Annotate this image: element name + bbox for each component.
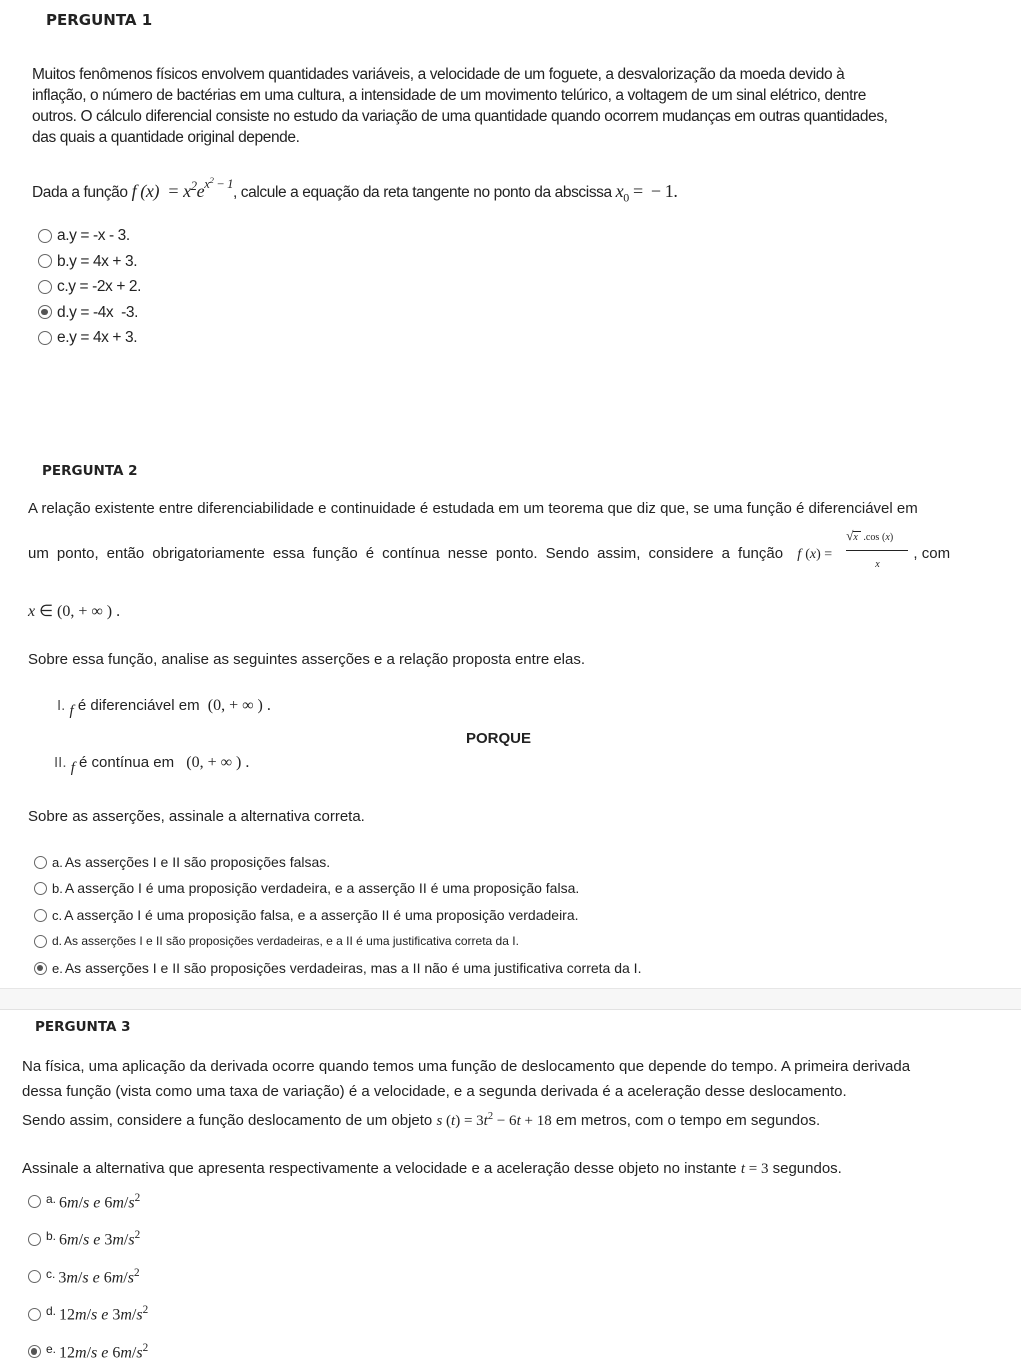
option-letter: e. [46,1341,57,1356]
abscissa-formula: $x_0$ = − 1. [615,181,678,205]
option-letter: b. [57,252,70,270]
option-letter: d. [52,934,63,949]
line-suffix: , com [913,545,951,562]
option-letter: c. [57,278,69,296]
option-c[interactable] [34,902,641,929]
option-text: y = 4x + 3. [69,252,138,270]
option-answer: 6m/s e $3m/s^2$ [59,1229,141,1249]
assertion-text: é contínua em [79,754,175,771]
radio-button[interactable] [34,909,47,922]
radio-button[interactable] [38,254,52,268]
question-2-line-5: Sobre as asserções, assinale a alternativa correta. [28,808,365,825]
option-answer: 6m/s e $6m/s^2$ [59,1191,141,1211]
option-answer: 3m/s e $6m/s^2$ [58,1266,140,1286]
assertion-number: I. [57,697,66,714]
question-3-line-1: Na física, uma aplicação da derivada ocorre quando temos uma função de deslocamento que depende do tempo. A primeira derivada [22,1058,911,1075]
acceleration-value: 3 [112,1306,121,1324]
radio-button-selected[interactable] [34,962,47,975]
porque-label: PORQUE [466,730,532,747]
option-c[interactable] [28,1258,148,1296]
option-b[interactable] [34,876,641,903]
velocity-value: 3 [58,1268,67,1286]
question-1-heading: PERGUNTA 1 [46,11,153,29]
paragraph-line: inflação, o número de bactérias em uma cultura, a intensidade de um movimento telúrico, a voltagem de um sinal elétrico, dentre [32,87,867,104]
option-d[interactable] [28,1296,148,1334]
section-separator [0,988,1021,1010]
option-answer: 12m/s e $3m/s^2$ [59,1304,149,1324]
question-2-options [34,849,641,982]
acceleration-value: 6 [104,1193,113,1211]
option-text: y = -2x + 2. [68,278,142,296]
line-text: Sendo assim, considere a função deslocamento de um objeto [22,1112,433,1129]
option-a[interactable] [34,849,641,876]
option-a[interactable] [38,223,141,249]
displacement-formula: s $(t) = 3t^2 - 6t + 18$ [436,1111,552,1129]
option-a[interactable] [28,1183,148,1221]
option-answer: 12m/s e $6m/s^2$ [59,1341,149,1361]
velocity-value: 6 [59,1231,68,1249]
option-d[interactable] [34,929,641,956]
radio-button[interactable] [28,1308,41,1321]
option-letter: c. [46,1266,56,1281]
option-d[interactable] [38,300,141,326]
function-formula: f $(x) = x^2e^{x^2 - 1}$ [131,175,233,202]
option-letter: e. [57,329,70,347]
paragraph-line: Muitos fenômenos físicos envolvem quantidades variáveis, a velocidade de um foguete, a desvalorização da moeda devido à [32,66,845,83]
line-suffix: em metros, com o tempo em segundos. [555,1112,821,1129]
instant-formula: t = 3 [740,1161,769,1177]
radio-button[interactable] [34,935,47,948]
assertion-2: II. f é contínua em (0, + ∞ ) . [54,754,250,776]
question-1-prompt [32,172,677,209]
assertion-1: I. f é diferenciável em (0, + ∞ ) . [57,697,271,719]
option-text: A asserção I é uma proposição verdadeira, e a asserção II é uma proposição falsa. [64,880,580,897]
option-text: y = -4x -3. [69,303,138,321]
question-2-line-4: Sobre essa função, analise as seguintes asserções e a relação proposta entre elas. [28,651,586,668]
question-2-line-1: A relação existente entre diferenciabilidade e continuidade é estudada em um teorema que diz que, se uma função é diferenciável em [28,500,918,517]
radio-button[interactable] [28,1270,41,1283]
question-1-options [38,223,141,351]
line-text: Assinale a alternativa que apresenta respectivamente a velocidade e a aceleração desse objeto no instante [22,1160,737,1177]
option-letter: b. [46,1229,57,1244]
option-letter: b. [52,881,63,897]
assertion-number: II. [54,754,67,771]
acceleration-value: 3 [104,1231,113,1249]
option-c[interactable] [38,274,141,300]
paragraph-line: das quais a quantidade original depende. [32,129,300,146]
line-text: um ponto, então obrigatoriamente essa função é contínua nesse ponto. Sendo assim, considere a função [28,545,784,562]
radio-button[interactable] [38,229,52,243]
option-text: As asserções I e II são proposições verdadeiras, mas a II não é uma justificativa correta da I. [64,959,642,976]
option-text: y = -x - 3. [69,227,130,245]
option-letter: c. [52,907,63,923]
acceleration-value: 6 [103,1268,112,1286]
option-text: y = 4x + 3. [69,329,138,347]
radio-button-selected[interactable] [28,1345,41,1358]
option-letter: d. [46,1304,57,1319]
radio-button[interactable] [34,856,47,869]
velocity-value: 12 [59,1306,76,1324]
prompt-middle: , calcule a equação da reta tangente no ponto da abscissa [232,184,612,202]
prompt-prefix: Dada a função [32,184,128,202]
option-letter: e. [52,960,63,976]
question-3-options [28,1183,148,1371]
option-e[interactable] [38,325,141,351]
option-letter: a. [52,854,63,870]
question-1-paragraph [32,64,992,148]
radio-button[interactable] [38,280,52,294]
question-3-heading: PERGUNTA 3 [35,1019,131,1035]
function-formula: f (x) = √x .cos (x) x [787,544,909,564]
paragraph-line: outros. O cálculo diferencial consiste no estudo da variação de uma quantidade quando ocorrem mudanças em outras quantidades, [32,108,888,125]
option-text: A asserção I é uma proposição falsa, e a asserção II é uma proposição verdadeira. [64,906,579,923]
question-3-line-3 [22,1104,820,1134]
acceleration-value: 6 [112,1343,121,1361]
option-letter: a. [57,227,70,245]
option-b[interactable] [38,249,141,275]
velocity-value: 6 [59,1193,68,1211]
velocity-value: 12 [59,1343,76,1361]
option-e[interactable] [34,955,641,982]
option-e[interactable] [28,1333,148,1371]
option-b[interactable] [28,1221,148,1259]
option-text: As asserções I e II são proposições falsas. [64,853,331,870]
line-suffix: segundos. [772,1160,842,1177]
radio-button-selected[interactable] [38,305,52,319]
domain-formula: x ∈ (0, + ∞ ) . [28,603,121,620]
option-text: As asserções I e II são proposições verdadeiras, e a II é uma justificativa correta da I. [64,934,519,949]
radio-button[interactable] [28,1195,41,1208]
option-letter: a. [46,1191,57,1206]
radio-button[interactable] [28,1233,41,1246]
radio-button[interactable] [38,331,52,345]
assertion-text: é diferenciável em [77,697,200,714]
question-3-line-4 [22,1156,842,1182]
radio-button[interactable] [34,882,47,895]
option-letter: d. [57,303,70,321]
question-3-line-2: dessa função (vista como uma taxa de variação) é a velocidade, e a segunda derivada é a aceleração desse deslocamento. [22,1083,847,1100]
question-2-line-2 [28,528,972,571]
question-2-heading: PERGUNTA 2 [42,463,138,479]
